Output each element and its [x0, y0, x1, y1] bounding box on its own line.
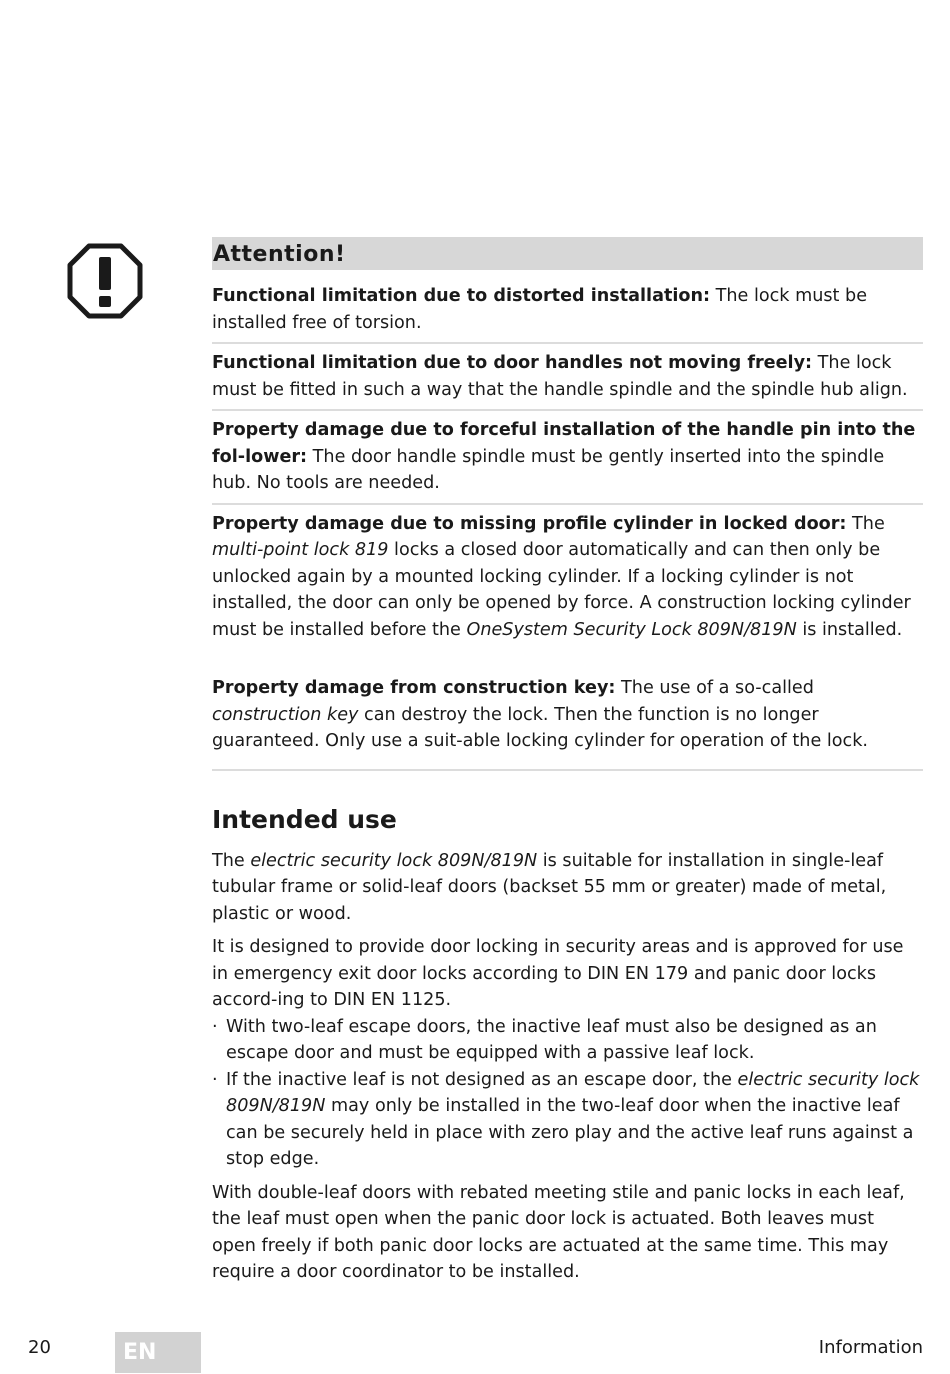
page-number: 20: [28, 1337, 51, 1358]
notice-title: Property damage due to missing profile cylinder in locked door:: [212, 513, 847, 534]
notice-title: Property damage due to forceful installation of the handle pin into the fol-lower:: [212, 420, 916, 467]
language-badge: EN: [115, 1332, 201, 1373]
notice-title: Functional limitation due to distorted installation:: [212, 286, 711, 306]
bullet-glyph: ·: [212, 1016, 218, 1037]
text: With two-leaf escape doors, the inactive leaf must also be designed as an escape door and must be equipped with a passive leaf lock.: [226, 1016, 877, 1063]
notice-title: Property damage from construction key:: [212, 678, 616, 698]
text: The: [212, 850, 251, 871]
notice-text: locks a closed door automatically and can then only be unlocked again by a mounted locking cylinder. If a locking cylinder is not installed, the door can only be opened by force. A construction locking cylinder must be installed before the: [212, 540, 911, 640]
bullet-glyph: ·: [212, 1069, 218, 1090]
list-item: [212, 1014, 923, 1067]
notice-text: The lock must be installed free of torsion.: [212, 286, 868, 333]
notice-missing-cylinder: [212, 511, 923, 650]
notice-text: The use of a so-called: [615, 678, 814, 698]
notice-text: The lock must be fitted in such a way that the handle spindle and the spindle hub align.: [212, 353, 908, 400]
term: construction key: [212, 704, 359, 725]
product-name: OneSystem Security Lock 809N/819N: [466, 619, 797, 640]
paragraph: With double-leaf doors with rebated meeting stile and panic locks in each leaf, the leaf must open when the panic door lock is actuated. Both leaves must open freely if both panic door locks are actuated at the same time. This may require a door coordinator to be installed.: [212, 1182, 905, 1282]
product-name: electric security lock 809N/819N: [226, 1069, 920, 1116]
main-content: [212, 237, 923, 1286]
product-name: multi-point lock 819: [212, 540, 389, 560]
bullet-list: [212, 1014, 923, 1173]
text: is suitable for installation in single-leaf tubular frame or solid-leaf doors (backset 55 mm or greater) made of metal, plastic or wood.: [212, 850, 887, 924]
notice-text: The door handle spindle must be gently inserted into the spindle hub. No tools are needed.: [212, 446, 885, 493]
notice-text: The: [846, 513, 885, 534]
product-name: electric security lock 809N/819N: [250, 850, 538, 871]
attention-heading: Attention!: [212, 237, 923, 270]
notice-distorted-installation: [212, 283, 923, 344]
warning-exclamation-icon: [67, 243, 143, 319]
text: may only be installed in the two-leaf door when the inactive leaf can be securely held in place with zero play and the active leaf runs against a stop edge.: [226, 1096, 914, 1169]
notice-handle-pin: [212, 417, 923, 505]
notice-door-handles: [212, 350, 923, 411]
notice-construction-key: [212, 675, 923, 771]
notice-title: Functional limitation due to door handles not moving freely:: [212, 353, 813, 373]
notice-text: can destroy the lock. Then the function is no longer guaranteed. Only use a suit-able locking cylinder for operation of the lock.: [212, 704, 868, 751]
notice-text: is installed.: [796, 619, 903, 640]
section-label: Information: [818, 1337, 923, 1358]
paragraph: It is designed to provide door locking in security areas and is approved for use in emergency exit door locks according to DIN EN 179 and panic door locks accord-ing to DIN EN 1125.: [212, 937, 904, 1010]
paragraph: [212, 848, 923, 928]
text: If the inactive leaf is not designed as an escape door, the: [226, 1069, 738, 1090]
section-heading-intended-use: Intended use: [212, 804, 397, 834]
list-item: [212, 1067, 923, 1173]
